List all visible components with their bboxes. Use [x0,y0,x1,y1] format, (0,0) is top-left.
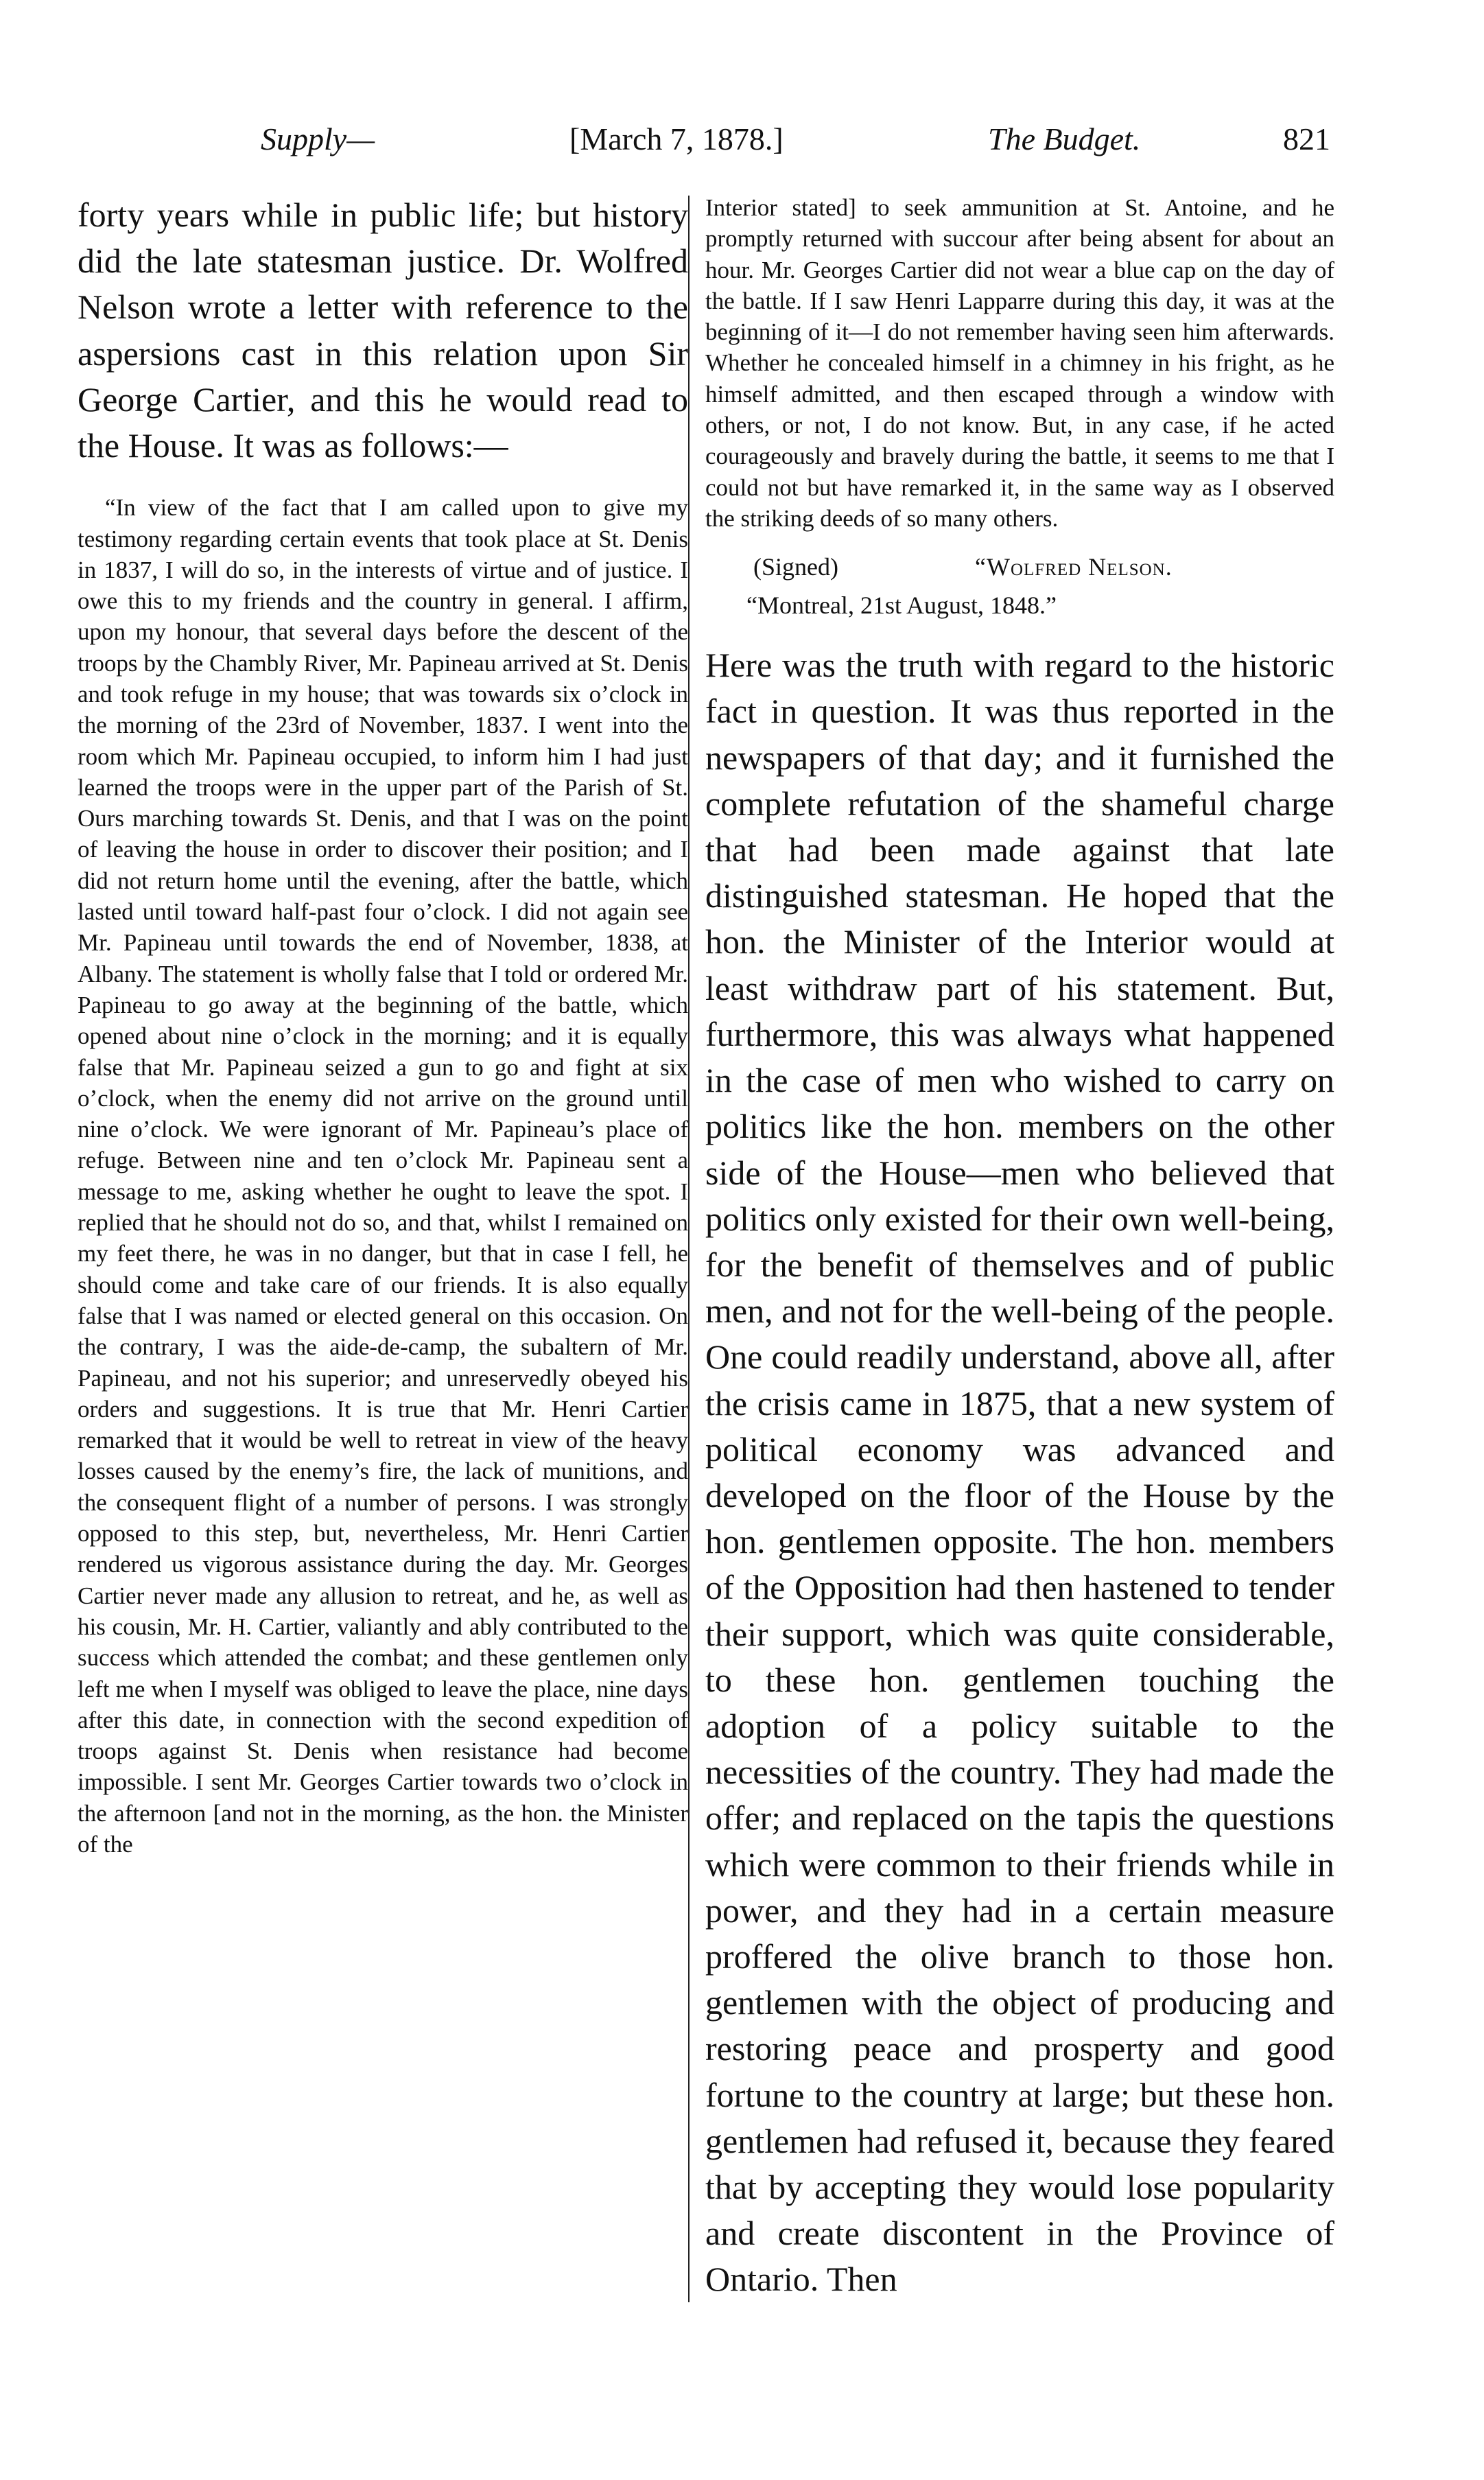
intro-paragraph: forty years while in public life; but history did the late statesman justice. Dr. Wolfred Nelson wrote a letter with reference to the aspersions cast in this relation upon Sir George Cartier, and this he would read to the House. It was as follows:— [78,196,688,465]
nelson-letter-part-2: Interior stated] to seek ammunition at St. Antoine, and he promptly returned with succour after being absent for about an hour. Mr. Georges Cartier did not wear a blue cap on the day of the battle. If I saw Henri Lapparre during this day, it was at the beginning of it—I do not remember having seen him afterwards. Whether he concealed himself in a chimney in his fright, as he himself admitted, and then escaped through a window with others, or not, I do not know. But, in any case, if he acted courageously and bravely during the battle, it seems to me that I could not but have remarked it, in the same way as I observed the striking deeds of so many others. [705,194,1334,532]
header-right: The Budget. [988,121,1141,156]
left-column [78,192,688,1860]
running-header [261,121,1352,176]
signed-label: (Signed) [753,553,838,581]
signature-place-date: “Montreal, 21st August, 1848.” [746,592,1057,620]
header-date: [March 7, 1878.] [569,121,784,156]
body-paragraph: Here was the truth with regard to the historic fact in question. It was thus reported in the newspapers of that day; and it furnished the complete refutation of the shameful charge that had been made against that late distinguished statesman. He hoped that the hon. the Minister of the Interior would at least withdraw part of his statement. But, furthermore, this was always what happened in the case of men who wished to carry on politics like the hon. members on the other side of the House—men who believed that politics only existed for their own well-being, for the benefit of themselves and of public men, and not for the well-being of the people. One could readily understand, above all, after the crisis came in 1875, that a new system of political economy was advanced and developed on the floor of the House by the hon. gentlemen opposite. The hon. members of the Opposition had then hastened to tender their support, which was quite considerable, to these hon. gentlemen touching the adoption of a policy suitable to the necessities of the country. They had made the offer; and replaced on the tapis the questions which were common to their friends while in power, and they had in a certain measure proffered the olive branch to those hon. gentlemen with the object of producing and restoring peace and prosperty and good fortune to the country at large; but these hon. gentlemen had refused it, because they feared that by accepting they would lose popularity and create discontent in the Province of Ontario. Then [705,646,1334,2299]
right-column [705,192,1334,2303]
signatory-name: “Wolfred Nelson. [974,553,1173,581]
header-left: Supply— [261,121,375,156]
nelson-letter-part-1: “In view of the fact that I am called upon to give my testimony regarding certain events that took place at St. Denis in 1837, I will do so, in the interests of virtue and of justice. I owe this to my friends and the country in general. I affirm, upon my honour, that several days before the descent of the troops by the Chambly River, Mr. Papineau arrived at St. Denis and took refuge in my house; that was towards six o’clock in the morning of the 23rd of November, 1837. I went into the room which Mr. Papineau occupied, to inform him I had just learned the troops were in the upper part of the Parish of St. Ours marching towards St. Denis, and that I was on the point of leaving the house in order to discover their position; and I did not return home until the evening, after the battle, which lasted until toward half-past four o’clock. I did not again see Mr. Papineau until towards the end of November, 1838, at Albany. The statement is wholly false that I told or ordered Mr. Papineau to go away at the beginning of the battle, which opened about nine o’clock in the morning; and it is equally false that Mr. Papineau seized a gun to go and fight at six o’clock, when the enemy did not arrive on the ground until nine o’clock. We were ignorant of Mr. Papineau’s place of refuge. Between nine and ten o’clock Mr. Papineau sent a message to me, asking whether he ought to leave the spot. I replied that he should not do so, and that, whilst I remained on my feet there, he was in no danger, but that in case I fell, he should come and take care of our friends. It is also equally false that I was named or elected general on this occasion. On the contrary, I was the aide-de-camp, the subaltern of Mr. Papineau, and not his superior; and unreservedly obeyed his orders and suggestions. It is true that Mr. Henri Cartier remarked that it would be well to retreat in view of the heavy losses caused by the enemy’s fire, the lack of munitions, and the consequent flight of a number of persons. I was strongly opposed to this step, but, nevertheless, Mr. Henri Cartier rendered us vigorous assistance during the day. Mr. Georges Cartier never made any allusion to retreat, and he, as well as his cousin, Mr. H. Cartier, valiantly and ably contributed to the success which attended the combat; and these gentlemen only left me when I myself was obliged to leave the place, nine days after this date, in connection with the second expedition of troops against St. Denis when resistance had become impossible. I sent Mr. Georges Cartier towards two o’clock in the afternoon [and not in the morning, as the hon. the Minister of the [78,494,688,1858]
signature-line [705,550,1334,583]
column-divider [688,196,690,2302]
page-number: 821 [1283,121,1330,156]
